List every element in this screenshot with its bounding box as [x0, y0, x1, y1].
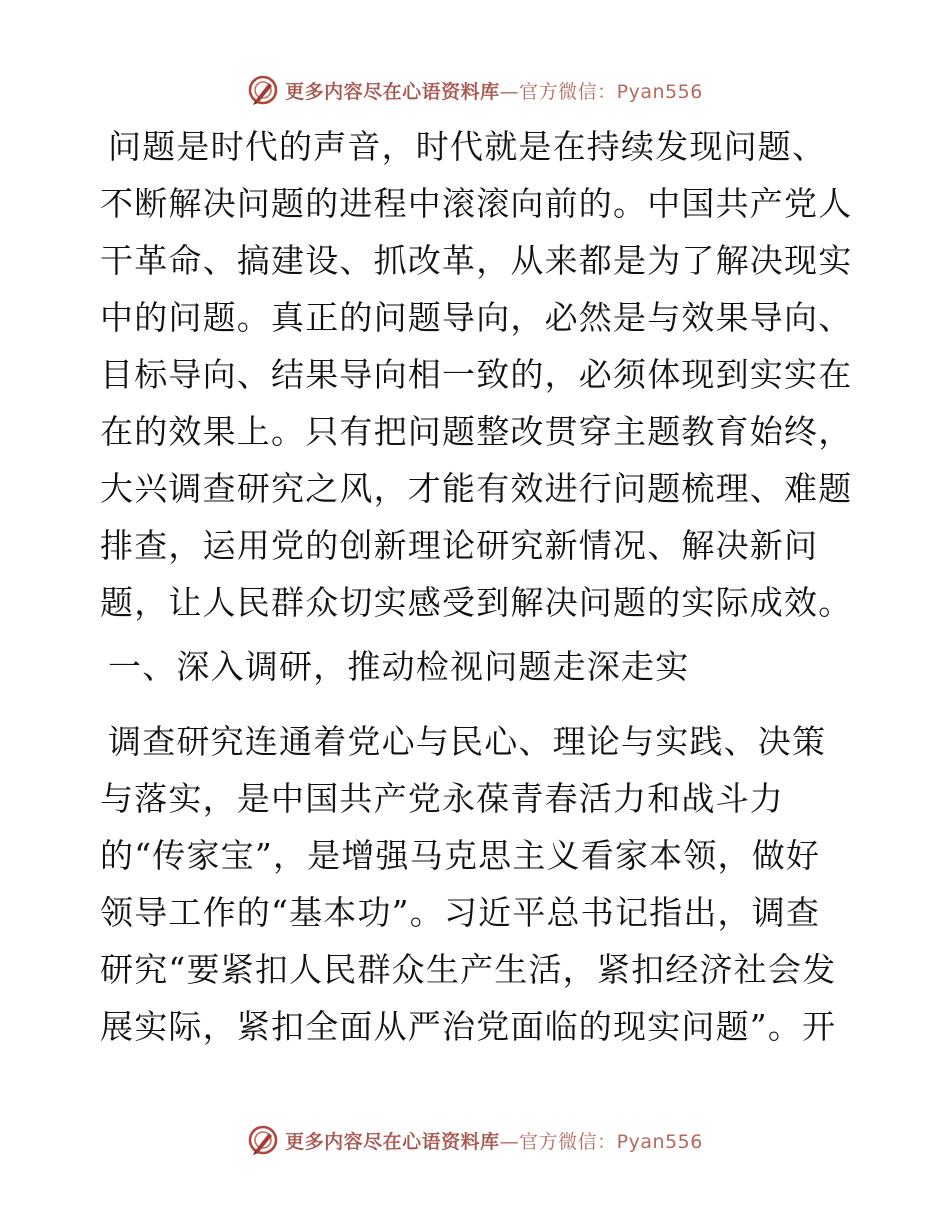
paragraph-1-line: 在的效果上。只有把问题整改贯穿主题教育始终， [100, 412, 853, 451]
pen-logo-icon [247, 1124, 279, 1156]
document-body [100, 118, 853, 1055]
paragraph-2-line: 研究“要紧扣人民群众生产生活，紧扣经济社会发 [100, 950, 837, 989]
footer-watermark [0, 1120, 950, 1160]
watermark-text [285, 1127, 703, 1154]
paragraph-2-line: 调查研究连通着党心与民心、理论与实践、决策 [108, 722, 827, 761]
paragraph-2-line: 的“传家宝”，是增强马克思主义看家本领，做好 [100, 836, 821, 875]
paragraph-1-line: 问题是时代的声音，时代就是在持续发现问题、 [108, 127, 827, 166]
watermark-suffix: —官方微信：Pyan556 [499, 80, 703, 103]
paragraph-1-line: 题，让人民群众切实感受到解决问题的实际成效。 [100, 583, 853, 622]
paragraph-2-line: 与落实，是中国共产党永葆青春活力和战斗力 [100, 779, 784, 818]
watermark-brand: 更多内容尽在心语资料库 [285, 80, 500, 103]
paragraph-1-line: 干革命、搞建设、抓改革，从来都是为了解决现实 [100, 241, 853, 280]
paragraph-2-line: 领导工作的“基本功”。习近平总书记指出，调查 [100, 893, 821, 932]
paragraph-1-line: 中的问题。真正的问题导向，必然是与效果导向、 [100, 298, 853, 337]
paragraph-2-line: 展实际，紧扣全面从严治党面临的现实问题”。开 [100, 1007, 837, 1046]
pen-logo-icon [247, 74, 279, 106]
watermark-suffix: —官方微信：Pyan556 [499, 1130, 703, 1153]
paragraph-1-line: 目标导向、结果导向相一致的，必须体现到实实在 [100, 355, 853, 394]
watermark-brand: 更多内容尽在心语资料库 [285, 1130, 500, 1153]
watermark-text [285, 77, 703, 104]
section-heading: 一、深入调研，推动检视问题走深走实 [108, 647, 690, 686]
paragraph-1-line: 不断解决问题的进程中滚滚向前的。中国共产党人 [100, 184, 853, 223]
header-watermark [0, 70, 950, 110]
paragraph-1-line: 排查，运用党的创新理论研究新情况、解决新问 [100, 526, 819, 565]
paragraph-1-line: 大兴调查研究之风，才能有效进行问题梳理、难题 [100, 469, 853, 508]
